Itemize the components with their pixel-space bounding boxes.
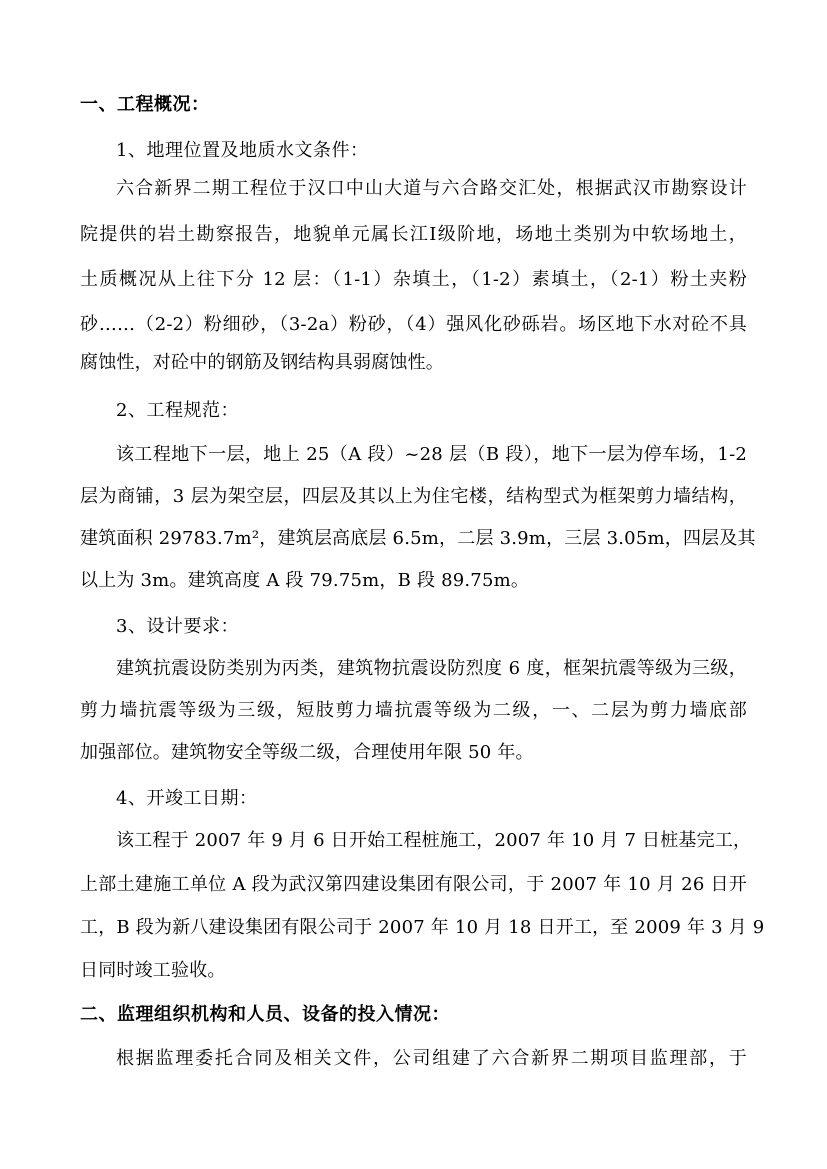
paragraph-line: 上部土建施工单位 A 段为武汉第四建设集团有限公司，于 2007 年 10 月 26 日开	[80, 874, 747, 895]
subsection-4-heading: 4、开竣工日期：	[116, 788, 258, 809]
paragraph-line: 日同时竣工验收。	[80, 960, 226, 981]
paragraph-line: 腐蚀性，对砼中的钢筋及钢结构具弱腐蚀性。	[80, 352, 444, 373]
paragraph-line: 工，B 段为新八建设集团有限公司于 2007 年 10 月 18 日开工，至 2009 年 3 月 9	[80, 917, 765, 938]
paragraph-line: 根据监理委托合同及相关文件，公司组建了六合新界二期项目监理部，于	[116, 1048, 747, 1069]
paragraph-line: 院提供的岩土勘察报告，地貌单元属长江Ⅰ级阶地，场地土类别为中软场地土，	[80, 224, 747, 245]
paragraph-line: 建筑抗震设防类别为丙类，建筑物抗震设防烈度 6 度，框架抗震等级为三级，	[116, 658, 747, 679]
paragraph-line: 该工程地下一层，地上 25（A 段）~28 层（B 段），地下一层为停车场，1-2	[116, 444, 747, 465]
paragraph-line: 砂……（2-2）粉细砂，（3-2a）粉砂，（4）强风化砂砾岩。场区地下水对砼不具	[80, 314, 747, 335]
subsection-2-heading: 2、工程规范：	[116, 400, 239, 421]
paragraph-line: 建筑面积 29783.7m²，建筑层高底层 6.5m，二层 3.9m，三层 3.05m，四层及其	[80, 528, 756, 549]
paragraph-line: 加强部位。建筑物安全等级二级，合理使用年限 50 年。	[80, 742, 534, 763]
paragraph-line: 土质概况从上往下分 12 层：（1-1）杂填土，（1-2）素填土，（2-1）粉土夹粉	[80, 269, 747, 290]
paragraph-line: 层为商铺，3 层为架空层，四层及其以上为住宅楼，结构型式为框架剪力墙结构，	[80, 486, 747, 507]
section-1-heading: 一、工程概况：	[80, 94, 210, 115]
subsection-3-heading: 3、设计要求：	[116, 616, 239, 637]
subsection-1-heading: 1、地理位置及地质水文条件：	[116, 140, 369, 161]
paragraph-line: 六合新界二期工程位于汉口中山大道与六合路交汇处，根据武汉市勘察设计	[116, 178, 747, 199]
section-2-heading: 二、监理组织机构和人员、设备的投入情况：	[80, 1004, 450, 1025]
paragraph-line: 剪力墙抗震等级为三级，短肢剪力墙抗震等级为二级，一、二层为剪力墙底部	[80, 700, 747, 721]
paragraph-line: 该工程于 2007 年 9 月 6 日开始工程桩施工，2007 年 10 月 7 日桩基完工，	[116, 830, 752, 851]
paragraph-line: 以上为 3m。建筑高度 A 段 79.75m，B 段 89.75m。	[80, 570, 530, 591]
